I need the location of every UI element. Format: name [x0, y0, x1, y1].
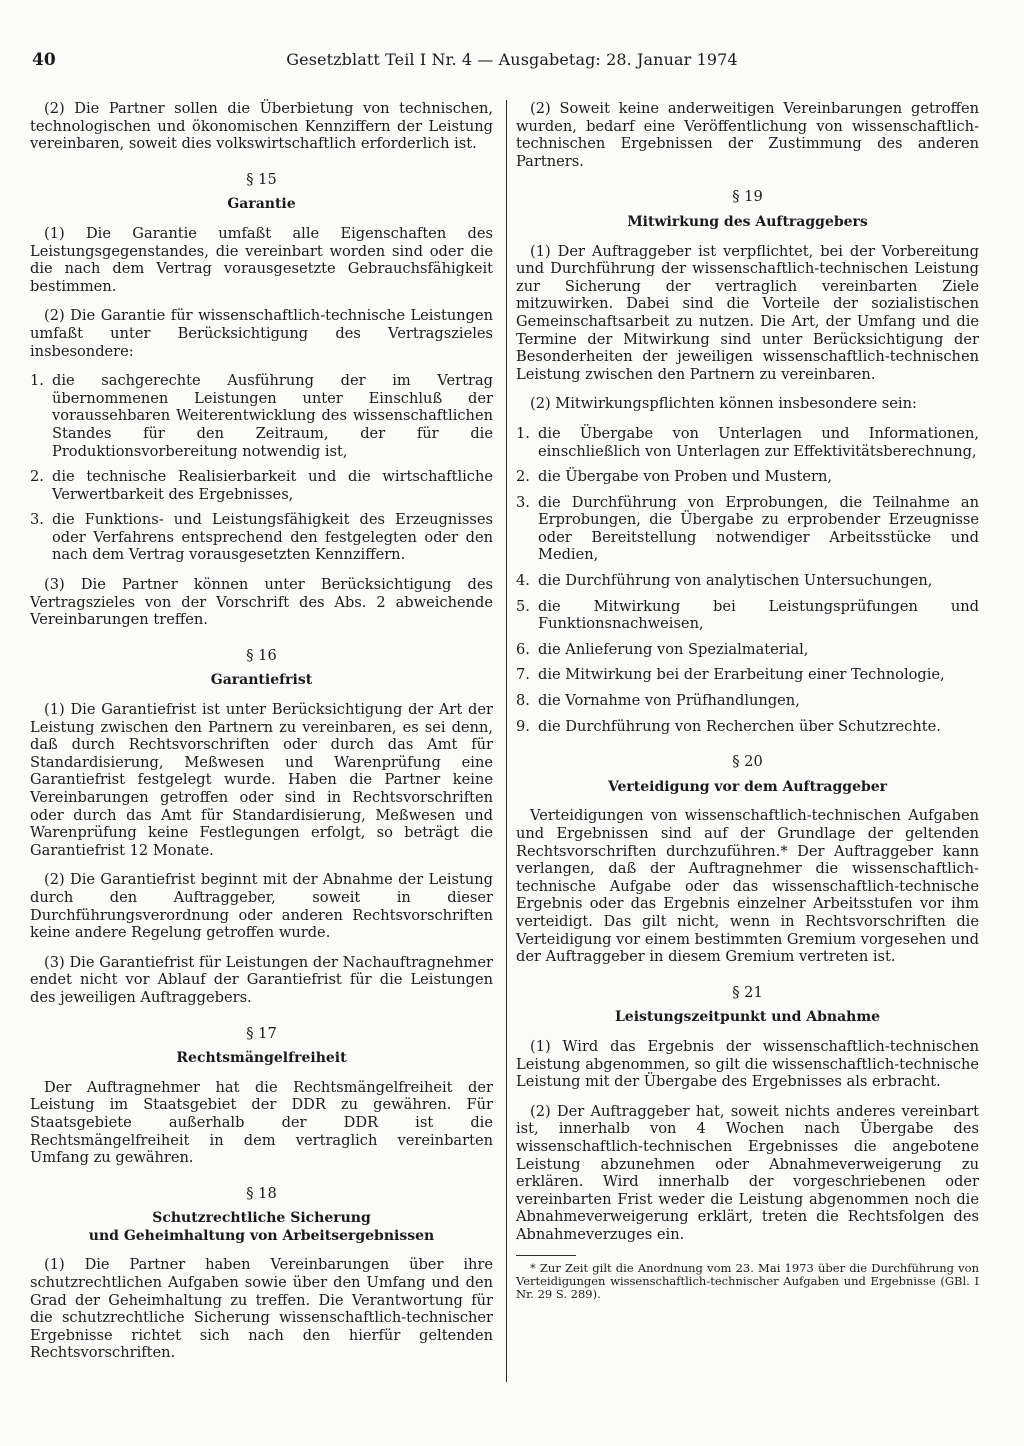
list-item-text: die Übergabe von Unterlagen und Informationen, einschließlich von Unterlagen zur Effektivitätsberechnung, — [538, 424, 979, 460]
list-item-number: 4. — [516, 572, 530, 590]
paragraph: (1) Die Partner haben Vereinbarungen über ihre schutzrechtlichen Aufgaben sowie über den Umfang und den Grad der Geheimhaltung zu treffen. Die Verantwortung für die schutzrechtliche Sicherung wissenschaftlich-technischer Ergebnisse richtet sich nach den hierfür geltenden Rechtsvorschriften. — [30, 1256, 493, 1362]
section-title: Mitwirkung des Auftraggebers — [627, 213, 868, 230]
list-item-text: die Mitwirkung bei Leistungsprüfungen und Funktionsnachweisen, — [538, 597, 979, 633]
list-item-number: 7. — [516, 666, 530, 684]
section-title: Garantie — [227, 196, 296, 213]
list-item-text: die Funktions- und Leistungsfähigkeit des Erzeugnisses oder Verfahrens entsprechend den festgelegten oder den nach dem Vertrag vorausgesetzten Kennziffern. — [52, 511, 493, 564]
column-divider — [506, 100, 507, 1382]
section-number: § 21 — [732, 983, 763, 1001]
list-item-text: die sachgerechte Ausführung der im Vertrag übernommenen Leistungen unter Einschluß der voraussehbaren Weiterentwicklung des wissenschaftlichen Standes für den Zeitraum, der für die Produktionsvorbereitung notwendig ist, — [52, 372, 493, 460]
enumerated-list — [516, 425, 979, 735]
page-header — [32, 50, 992, 76]
list-item-text: die Anlieferung von Spezialmaterial, — [538, 640, 809, 658]
paragraph: (1) Der Auftraggeber ist verpflichtet, bei der Vorbereitung und Durchführung der wissenschaftlich-technischen Leistung zur Sicherung der vertraglich vereinbarten Ziele mitzuwirken. Dabei sind die Vorteile der sozialistischen Gemeinschaftsarbeit zu nutzen. Die Art, der Umfang und die Termine der Mitwirkung sind unter Berücksichtigung der Besonderheiten der jeweiligen wissenschaftlich-technischen Leistung zwischen den Partnern zu vereinbaren. — [516, 242, 979, 383]
list-item — [30, 372, 493, 460]
paragraph: (1) Die Garantiefrist ist unter Berücksichtigung der Art der Leistung zwischen den Partnern zu vereinbaren, es sei denn, daß durch Rechtsvorschriften oder durch das Amt für Standardisierung, Meßwesen und Warenprüfung eine Garantiefrist festgelegt wurde. Haben die Partner keine Vereinbarungen getroffen oder sind in Rechtsvorschriften oder durch das Amt für Standardisierung, Meßwesen und Warenprüfung keine Festlegungen erfolgt, so beträgt die Garantiefrist 12 Monate. — [30, 701, 493, 859]
list-item — [516, 572, 979, 590]
section-number: § 18 — [246, 1184, 277, 1202]
paragraph: (2) Die Garantie für wissenschaftlich-technische Leistungen umfaßt unter Berücksichtigung des Vertragszieles insbesondere: — [30, 307, 493, 360]
paragraph: (2) Mitwirkungspflichten können insbesondere sein: — [530, 395, 917, 413]
list-item — [30, 511, 493, 564]
list-item — [516, 692, 979, 710]
list-item — [516, 598, 979, 633]
list-item-text: die technische Realisierbarkeit und die wirtschaftliche Verwertbarkeit des Ergebnisses, — [52, 468, 493, 503]
list-item — [516, 641, 979, 659]
list-item-text: die Übergabe von Proben und Mustern, — [538, 468, 832, 486]
paragraph: (3) Die Partner können unter Berücksichtigung des Vertragszieles von der Vorschrift des Abs. 2 abweichende Vereinbarungen treffen. — [30, 576, 493, 629]
paragraph: (1) Wird das Ergebnis der wissenschaftlich-technischen Leistung abgenommen, so gilt die wissenschaftlich-technische Leistung mit der Übergabe des Ergebnisses als erbracht. — [516, 1037, 979, 1091]
section-number: § 15 — [246, 170, 277, 188]
list-item-text: die Vornahme von Prüfhandlungen, — [538, 692, 800, 710]
paragraph: (3) Die Garantiefrist für Leistungen der Nachauftragnehmer endet nicht vor Ablauf der Garantiefrist für die Leistungen des jeweiligen Auftraggebers. — [30, 953, 493, 1006]
paragraph: Der Auftragnehmer hat die Rechtsmängelfreiheit der Leistung im Staatsgebiet der DDR zu gewähren. Für Staatsgebiete außerhalb der DDR ist die Rechtsmängelfreiheit in dem vertraglich vereinbarten Umfang zu gewähren. — [30, 1078, 493, 1167]
page-number: 40 — [32, 50, 56, 70]
section-title: Garantiefrist — [210, 672, 313, 689]
list-item — [516, 468, 979, 486]
paragraph: (2) Soweit keine anderweitigen Vereinbarungen getroffen wurden, bedarf eine Veröffentlichung von wissenschaftlich-technischen Ergebnissen der Zustimmung des anderen Partners. — [516, 100, 979, 170]
list-item-number: 3. — [30, 511, 44, 529]
list-item-number: 5. — [516, 597, 530, 615]
list-item-text: die Durchführung von analytischen Untersuchungen, — [538, 572, 933, 590]
section-number: § 19 — [732, 188, 763, 206]
left-column — [30, 100, 493, 1374]
paragraph: (2) Der Auftraggeber hat, soweit nichts anderes vereinbart ist, innerhalb von 4 Wochen nach Übergabe des wissenschaftlich-technischen Ergebnisses die angebotene Leistung abzunehmen oder Abnahmeverweigerung zu erklären. Wird innerhalb der vorgeschriebenen oder vereinbarten Frist weder die Leistung abgenommen noch die Abnahmeverweigerung erklärt, treten die Rechtsfolgen des Abnahmeverzuges ein. — [516, 1102, 979, 1243]
section-title: Leistungszeitpunkt und Abnahme — [614, 1009, 881, 1026]
list-item-text: die Mitwirkung bei der Erarbeitung einer Technologie, — [538, 666, 945, 684]
section-title-continued: und Geheimhaltung von Arbeitsergebnissen — [88, 1227, 435, 1244]
list-item-number: 2. — [30, 468, 44, 486]
list-item-text: die Durchführung von Erprobungen, die Teilnahme an Erprobungen, die Übergabe zu erprobender Erzeugnisse oder Bereitstellung notwendiger Arbeitsstücke und Medien, — [538, 493, 979, 564]
list-item-number: 1. — [30, 372, 44, 390]
list-item-number: 2. — [516, 468, 530, 486]
paragraph: (2) Die Partner sollen die Überbietung von technischen, technologischen und ökonomischen Kennziffern der Leistung vereinbaren, soweit dies volkswirtschaftlich erforderlich ist. — [30, 100, 493, 153]
list-item-number: 9. — [516, 717, 530, 735]
list-item-text: die Durchführung von Recherchen über Schutzrechte. — [538, 717, 941, 735]
section-number: § 16 — [246, 646, 277, 664]
running-head: Gesetzblatt Teil I Nr. 4 — Ausgabetag: 28. Januar 1974 — [286, 50, 738, 69]
list-item-number: 3. — [516, 493, 530, 511]
paragraph: (1) Die Garantie umfaßt alle Eigenschaften des Leistungsgegenstandes, die vereinbart worden sind oder die die nach dem Vertrag vorausgesetzte Gebrauchsfähigkeit bestimmen. — [30, 224, 493, 295]
list-item-number: 1. — [516, 424, 530, 442]
footnote: * Zur Zeit gilt die Anordnung vom 23. Mai 1973 über die Durchführung von Verteidigungen wissenschaftlich-technischer Aufgaben und Ergebnisse (GBl. I Nr. 29 S. 289). — [516, 1261, 979, 1302]
section-title: Schutzrechtliche Sicherung — [152, 1210, 371, 1227]
list-item — [516, 666, 979, 684]
section-number: § 20 — [732, 753, 763, 771]
list-item — [516, 494, 979, 564]
list-item-number: 6. — [516, 640, 530, 658]
list-item — [30, 468, 493, 503]
enumerated-list — [30, 372, 493, 564]
section-title: Verteidigung vor dem Auftraggeber — [607, 778, 888, 795]
paragraph: Verteidigungen von wissenschaftlich-technischen Aufgaben und Ergebnissen sind auf der Grundlage der geltenden Rechtsvorschriften durchzuführen.* Der Auftraggeber kann verlangen, daß der Auftragnehmer die wissenschaftlich-technische Aufgabe oder das wissenschaftlich-technische Ergebnis oder das Ergebnis einzelner Arbeitsstufen vor ihm verteidigt. Das gilt nicht, wenn in Rechtsvorschriften die Verteidigung vor einem bestimmten Gremium vorgesehen und der Auftraggeber in diesem Gremium vertreten ist. — [516, 807, 979, 966]
list-item — [516, 718, 979, 736]
right-column — [516, 100, 979, 1301]
footnote-rule — [516, 1255, 576, 1256]
list-item-number: 8. — [516, 692, 530, 710]
section-title: Rechtsmängelfreiheit — [176, 1050, 347, 1067]
section-number: § 17 — [246, 1024, 277, 1042]
list-item — [516, 425, 979, 460]
paragraph: (2) Die Garantiefrist beginnt mit der Abnahme der Leistung durch den Auftraggeber, soweit in dieser Durchführungsverordnung oder anderen Rechtsvorschriften keine andere Regelung getroffen wurde. — [30, 871, 493, 942]
